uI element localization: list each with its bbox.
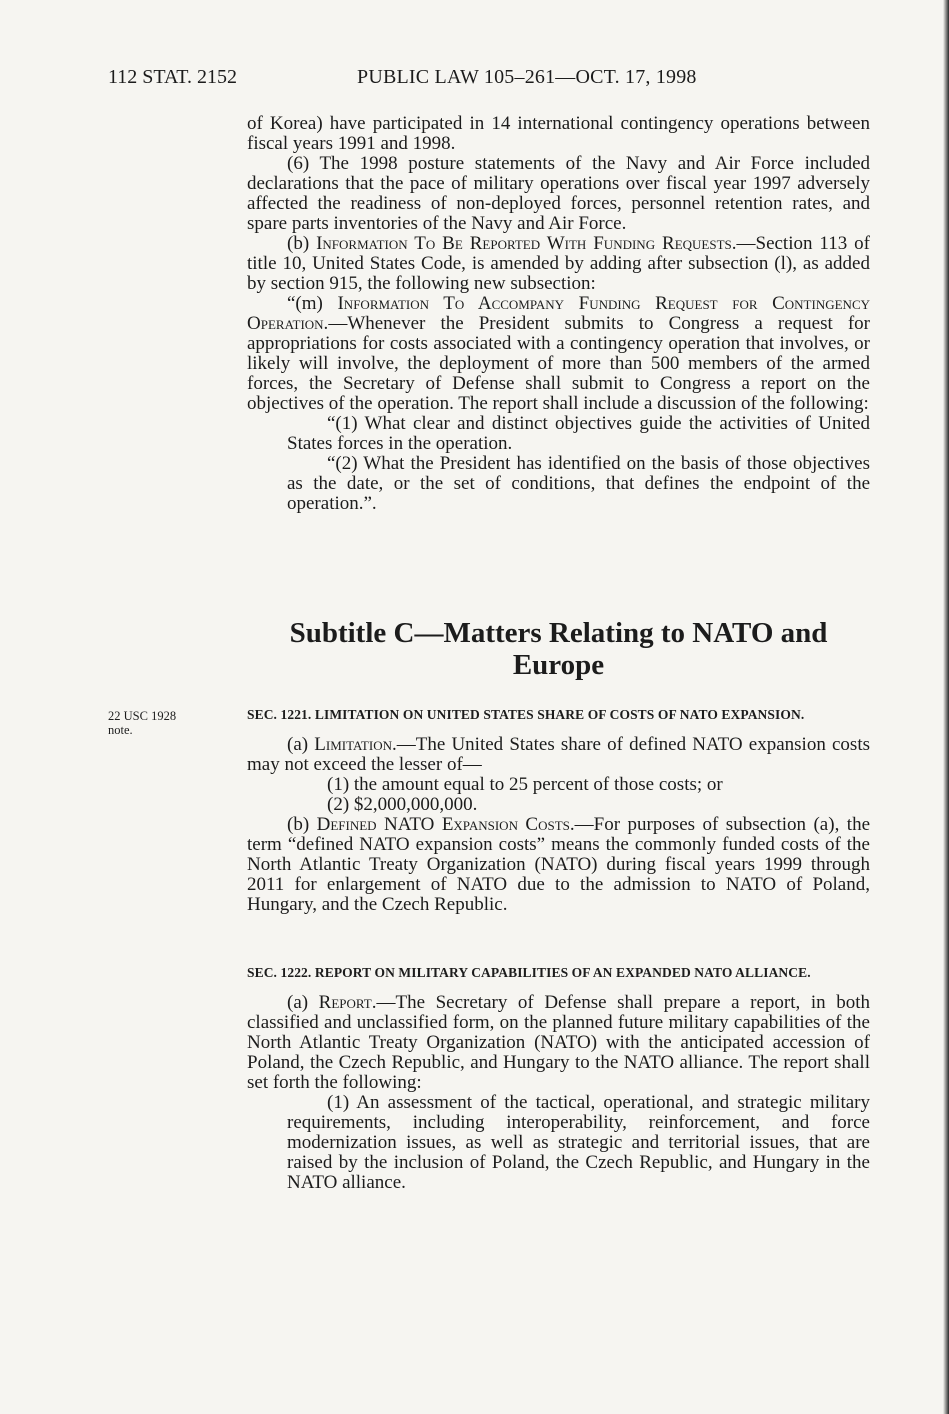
paragraph-body: —The United States share of defined NATO expansion costs may not exceed the lesser of— xyxy=(247,734,870,775)
subsection-heading: Defined NATO Expansion Costs. xyxy=(316,814,575,835)
paragraph xyxy=(247,234,870,294)
section-1222 xyxy=(247,965,870,1193)
section-1221 xyxy=(247,707,870,915)
subtitle-heading xyxy=(247,617,870,681)
continuation-text xyxy=(247,114,870,514)
paragraph: “(2) What the President has identified on the basis of those objectives as the date, or the set of conditions, that defines the endpoint of the operation.”. xyxy=(287,453,870,514)
paragraph-body: —Whenever the President submits to Congress a request for appropriations for costs associated with a contingency operation that involves, or likely will involve, the deployment of more than 500 members of the armed forces, the Secretary of Defense shall submit to Congress a report on the objectives of the operation. The report shall include a discussion of the following: xyxy=(247,313,870,414)
paragraph-body: —The Secretary of Defense shall prepare a report, in both classified and unclassified form, on the planned future military capabilities of the North Atlantic Treaty Organization (NATO) with the anticipated accession of Poland, the Czech Republic, and Hungary to the NATO alliance. The report shall set forth the following: xyxy=(247,992,870,1093)
margin-note-line: note. xyxy=(108,723,133,737)
paragraph-body: —For purposes of subsection (a), the term “defined NATO expansion costs” means the commonly funded costs of the North Atlantic Treaty Organization (NATO) during fiscal years 1999 through 2011 for enlargement of NATO due to the admission to NATO of Poland, Hungary, and the Czech Republic. xyxy=(247,814,870,915)
paragraph xyxy=(247,815,870,915)
paragraph-body: —Section 113 of title 10, United States Code, is amended by adding after subsection (l), as added by section 915, the following new subsection: xyxy=(247,233,870,294)
page-edge-shadow xyxy=(943,0,949,1414)
paragraph: of Korea) have participated in 14 international contingency operations between fiscal years 1991 and 1998. xyxy=(247,113,870,154)
list-item: (1) An assessment of the tactical, operational, and strategic military requirements, including interoperability, reinforcement, and force modernization issues, as well as strategic and territorial issues, that are raised by the inclusion of Poland, the Czech Republic, and Hungary in the NATO alliance. xyxy=(287,1092,870,1193)
paragraph: (6) The 1998 posture statements of the Navy and Air Force included declarations that the pace of military operations over fiscal year 1997 adversely affected the readiness of non-deployed forces, personnel retention rates, and spare parts inventories of the Navy and Air Force. xyxy=(247,153,870,234)
margin-note-line: 22 USC 1928 xyxy=(108,709,177,723)
subsection-heading: Report. xyxy=(318,992,377,1013)
section-heading: SEC. 1221. LIMITATION ON UNITED STATES SHARE OF COSTS OF NATO EXPANSION. xyxy=(247,707,805,722)
section-heading: SEC. 1222. REPORT ON MILITARY CAPABILITIES OF AN EXPANDED NATO ALLIANCE. xyxy=(247,965,811,980)
paragraph-label: (a) xyxy=(287,734,315,755)
list-item: (1) the amount equal to 25 percent of those costs; or xyxy=(327,774,723,795)
paragraph-label: (b) xyxy=(287,233,317,254)
statute-page-number: 112 STAT. 2152 xyxy=(108,66,237,88)
running-header xyxy=(108,66,888,90)
subsection-heading: Information To Accompany Funding Request for Contingency Operation. xyxy=(247,293,870,334)
list-item: (2) $2,000,000,000. xyxy=(327,794,478,815)
paragraph-label: “(m) xyxy=(287,293,338,314)
paragraph xyxy=(247,735,870,775)
subtitle-line: Europe xyxy=(512,649,605,681)
paragraph-label: (b) xyxy=(287,814,317,835)
public-law-citation: PUBLIC LAW 105–261—OCT. 17, 1998 xyxy=(357,66,697,88)
subsection-heading: Information To Be Reported With Funding Requests. xyxy=(316,233,737,254)
subtitle-line: Subtitle C—Matters Relating to NATO and xyxy=(289,617,828,649)
subsection-heading: Limitation. xyxy=(314,734,397,755)
paragraph: “(1) What clear and distinct objectives guide the activities of United States forces in the operation. xyxy=(287,413,870,454)
paragraph-label: (a) xyxy=(287,992,319,1013)
paragraph xyxy=(247,294,870,414)
paragraph xyxy=(247,993,870,1093)
margin-note xyxy=(108,709,218,737)
